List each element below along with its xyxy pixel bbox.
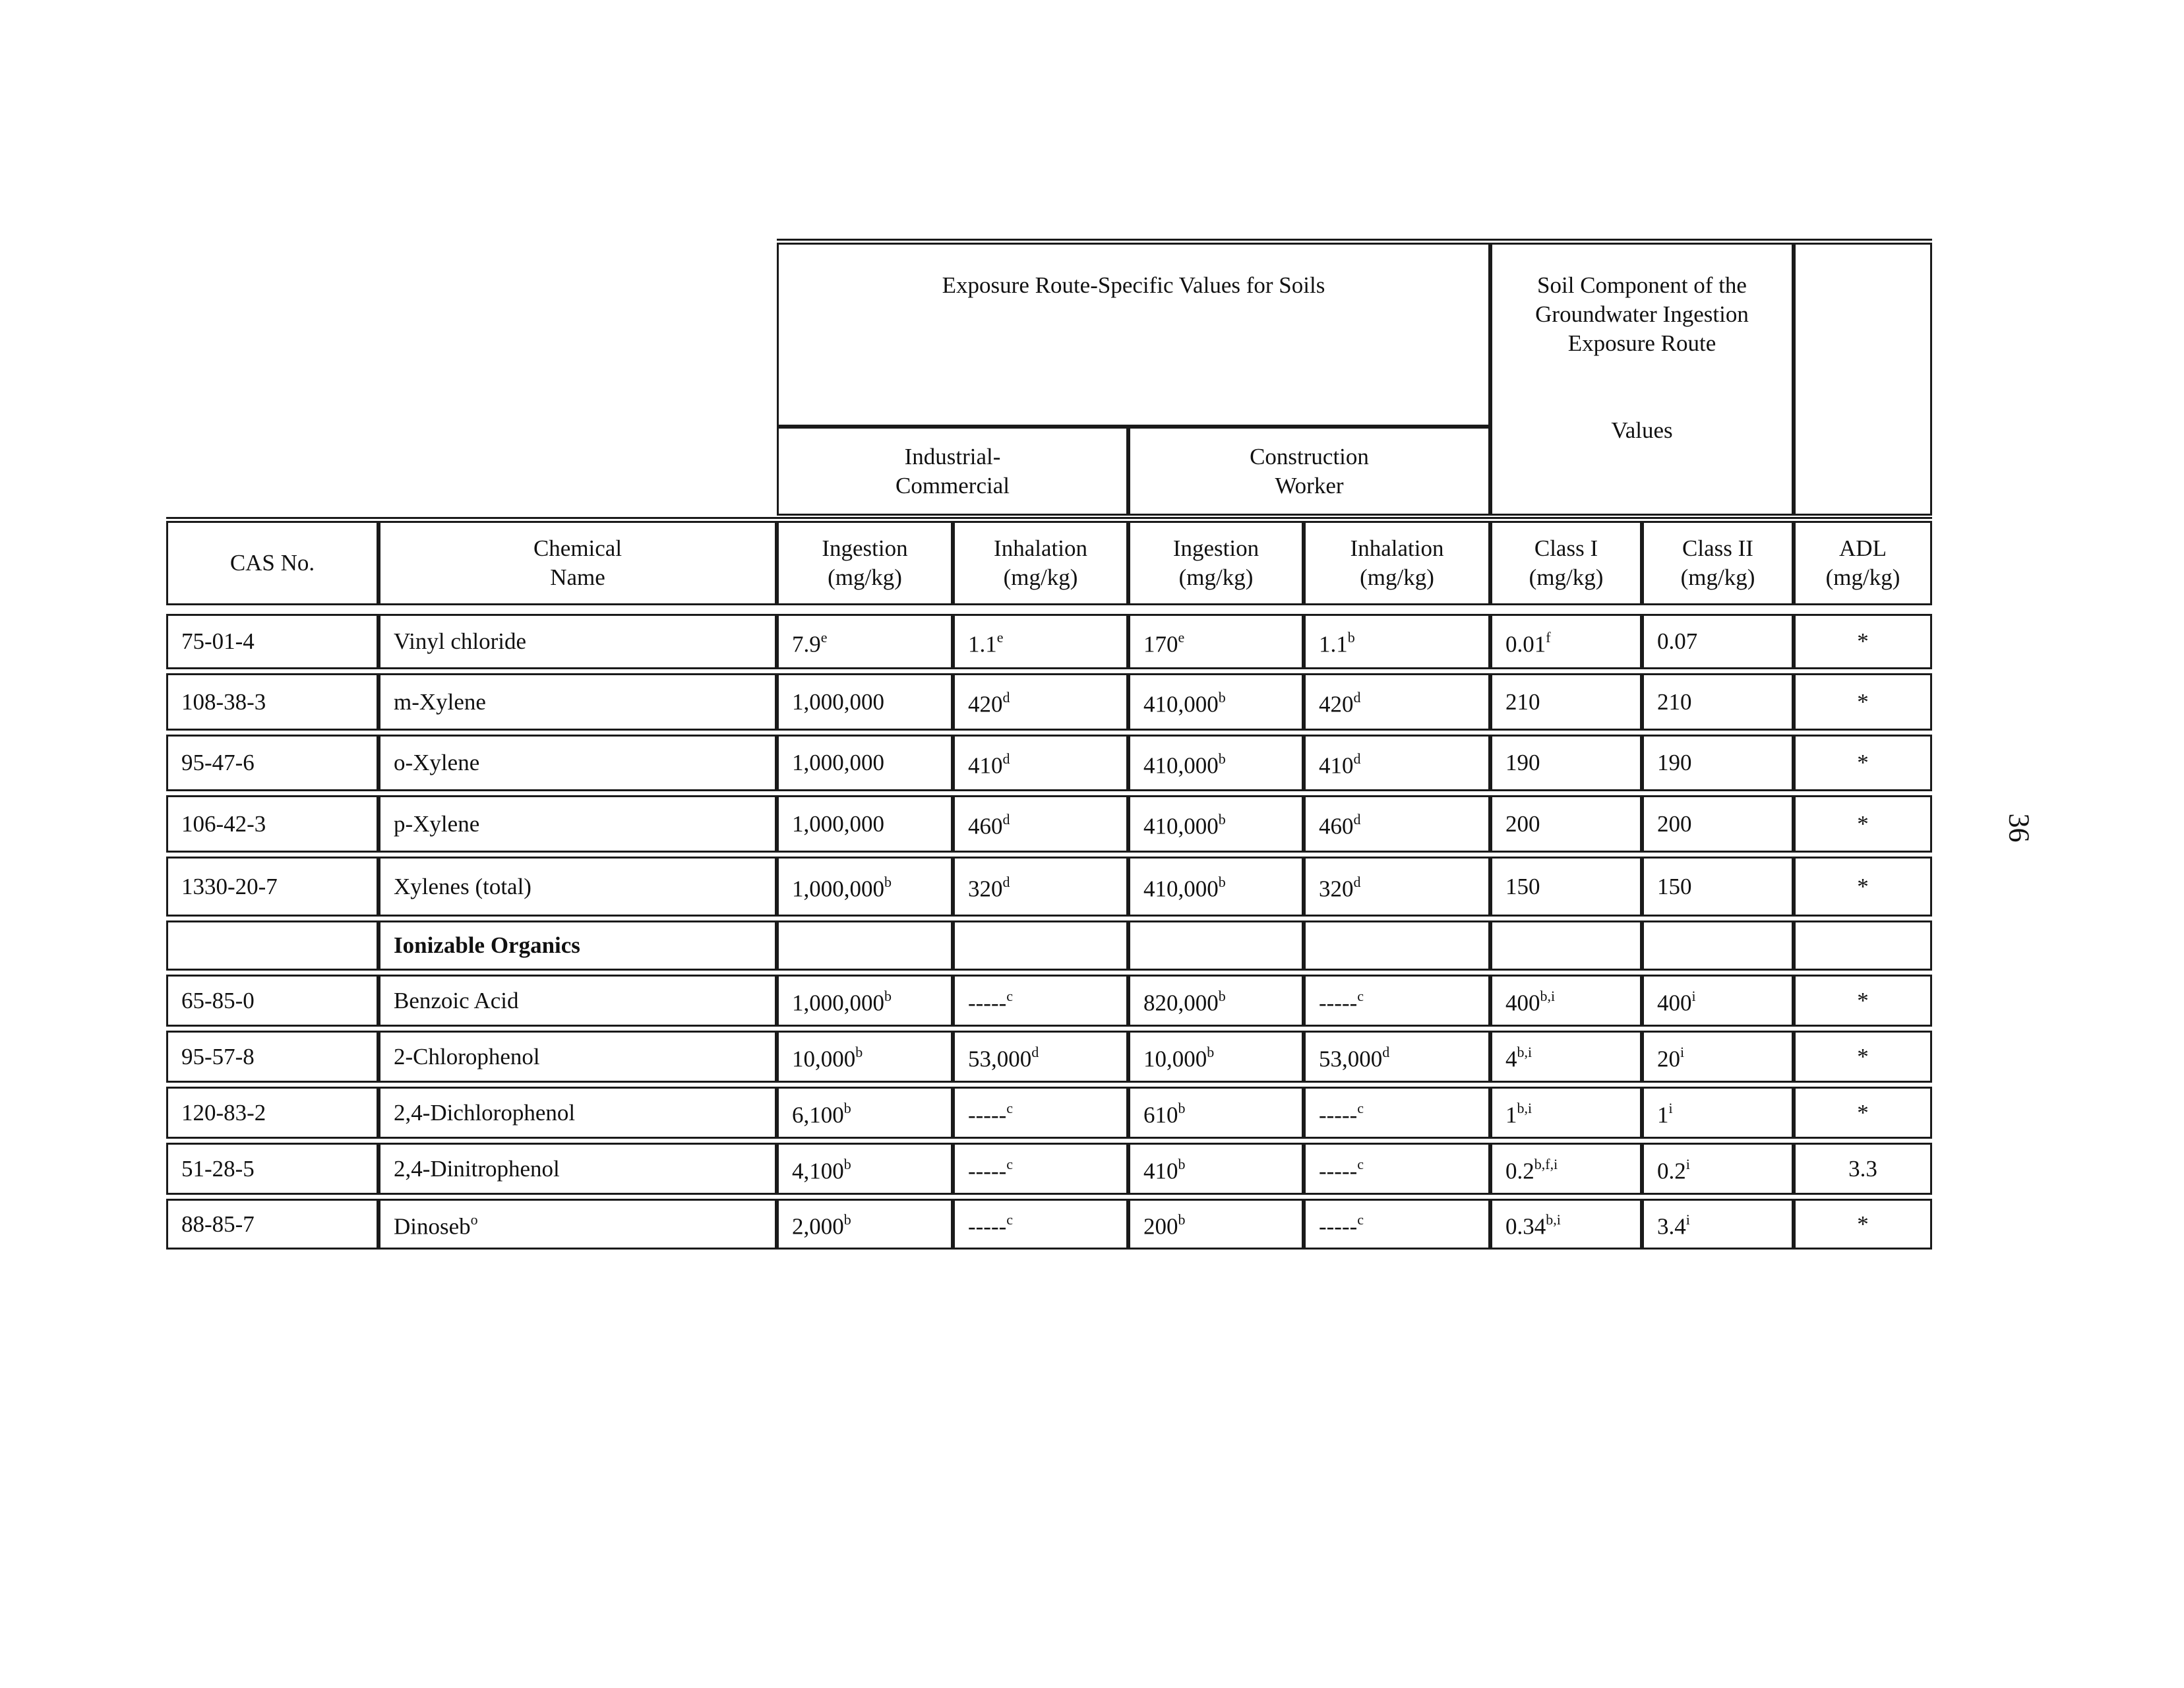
table-cell: 410,000$^b$ — [1128, 857, 1304, 917]
cas-no-header: CAS No. — [166, 521, 379, 605]
table-cell: 2,4-Dinitrophenol — [379, 1143, 777, 1195]
table-cell: 410$^d$ — [953, 735, 1128, 791]
table-cell: 6,100$^b$ — [777, 1087, 953, 1139]
table-cell: 2,4-Dichlorophenol — [379, 1087, 777, 1139]
table-cell: 400$^{b,i}$ — [1490, 975, 1642, 1027]
table-cell — [1794, 920, 1932, 971]
table-cell: 51-28-5 — [166, 1143, 379, 1195]
table-cell: o-Xylene — [379, 735, 777, 791]
table-cell — [1490, 920, 1642, 971]
table-cell: -----$^c$ — [953, 1199, 1128, 1250]
industrial-commercial-header: Industrial- Commercial — [777, 427, 1128, 516]
table-cell — [1642, 920, 1794, 971]
table-cell: -----$^c$ — [953, 1143, 1128, 1195]
table-cell: 88-85-7 — [166, 1199, 379, 1250]
table-cell: 610$^b$ — [1128, 1087, 1304, 1139]
table-cell: p-Xylene — [379, 795, 777, 853]
table-cell: 460$^d$ — [953, 795, 1128, 853]
table-cell: 108-38-3 — [166, 673, 379, 731]
table-cell: 1,000,000$^b$ — [777, 857, 953, 917]
table-cell — [953, 920, 1128, 971]
table-cell: 210 — [1490, 673, 1642, 731]
table-cell: 410$^d$ — [1304, 735, 1490, 791]
table-cell: 200 — [1490, 795, 1642, 853]
chemical-name-header: Chemical Name — [379, 521, 777, 605]
table-cell: 120-83-2 — [166, 1087, 379, 1139]
table-cell: 170e — [1128, 614, 1304, 669]
section-heading-ionizable-organics: Ionizable Organics — [379, 920, 777, 971]
table-cell: 410,000$^b$ — [1128, 735, 1304, 791]
table-cell: 1.1e — [953, 614, 1128, 669]
table-cell — [1304, 920, 1490, 971]
table-cell: Benzoic Acid — [379, 975, 777, 1027]
table-cell: 3.4$^i$ — [1642, 1199, 1794, 1250]
table-cell: 2,000$^b$ — [777, 1199, 953, 1250]
table-cell: 2-Chlorophenol — [379, 1031, 777, 1083]
table-cell: 410,000$^b$ — [1128, 795, 1304, 853]
table-cell: -----$^c$ — [1304, 1199, 1490, 1250]
table-cell: * — [1794, 1199, 1932, 1250]
table-cell: 10,000$^b$ — [777, 1031, 953, 1083]
table-cell: * — [1794, 735, 1932, 791]
table-cell: 200 — [1642, 795, 1794, 853]
table-cell: 3.3 — [1794, 1143, 1932, 1195]
table-cell: 150 — [1642, 857, 1794, 917]
table-cell: 150 — [1490, 857, 1642, 917]
class-ii-header: Class II (mg/kg) — [1642, 521, 1794, 605]
table-cell: 0.2$^{b,f,i}$ — [1490, 1143, 1642, 1195]
table-cell: 410$^b$ — [1128, 1143, 1304, 1195]
ic-ingestion-header: Ingestion (mg/kg) — [777, 521, 953, 605]
table-cell: * — [1794, 795, 1932, 853]
table-cell: 95-47-6 — [166, 735, 379, 791]
table-cell: Dinoseb$^o$ — [379, 1199, 777, 1250]
table-cell: m-Xylene — [379, 673, 777, 731]
table-cell: Vinyl chloride — [379, 614, 777, 669]
table-cell: * — [1794, 1087, 1932, 1139]
groundwater-header — [1490, 243, 1794, 516]
table-cell: -----$^c$ — [1304, 975, 1490, 1027]
table-cell: * — [1794, 975, 1932, 1027]
table-cell: 320$^d$ — [953, 857, 1128, 917]
cw-ingestion-header: Ingestion (mg/kg) — [1128, 521, 1304, 605]
header-double-rule — [777, 239, 1932, 241]
table-cell: 75-01-4 — [166, 614, 379, 669]
table-cell: 1$^i$ — [1642, 1087, 1794, 1139]
exposure-route-header: Exposure Route-Specific Values for Soils — [777, 243, 1490, 427]
table-cell: -----$^c$ — [1304, 1087, 1490, 1139]
table-cell: 460$^d$ — [1304, 795, 1490, 853]
table-cell: 320$^d$ — [1304, 857, 1490, 917]
adl-header: ADL (mg/kg) — [1794, 521, 1932, 605]
table-cell — [166, 920, 379, 971]
table-cell: 1,000,000 — [777, 795, 953, 853]
table-cell: -----$^c$ — [1304, 1143, 1490, 1195]
table-cell: -----$^c$ — [953, 975, 1128, 1027]
table-cell: 53,000$^d$ — [953, 1031, 1128, 1083]
table-cell: 1.1$^b$ — [1304, 614, 1490, 669]
table-cell: 7.9e — [777, 614, 953, 669]
table-cell: 0.01$^f$ — [1490, 614, 1642, 669]
table-cell: * — [1794, 1031, 1932, 1083]
ic-inhalation-header: Inhalation (mg/kg) — [953, 521, 1128, 605]
table-cell: 420$^d$ — [1304, 673, 1490, 731]
table-cell: 420$^d$ — [953, 673, 1128, 731]
table-cell: 95-57-8 — [166, 1031, 379, 1083]
table-cell: * — [1794, 614, 1932, 669]
table-cell: 190 — [1642, 735, 1794, 791]
cw-inhalation-header: Inhalation (mg/kg) — [1304, 521, 1490, 605]
table-cell: 1,000,000$^b$ — [777, 975, 953, 1027]
table-cell: 190 — [1490, 735, 1642, 791]
table-cell: 410,000$^b$ — [1128, 673, 1304, 731]
column-header-double-rule — [166, 517, 1932, 519]
table-cell: 0.34$^{b,i}$ — [1490, 1199, 1642, 1250]
table-cell: 400$^i$ — [1642, 975, 1794, 1027]
groundwater-values-label: Values — [1611, 417, 1673, 443]
table-cell: 10,000$^b$ — [1128, 1031, 1304, 1083]
adl-group-header-blank — [1794, 243, 1932, 516]
table-cell: 1,000,000 — [777, 735, 953, 791]
table-cell: -----$^c$ — [953, 1087, 1128, 1139]
table-cell: 0.2$^i$ — [1642, 1143, 1794, 1195]
construction-worker-header: Construction Worker — [1128, 427, 1490, 516]
table-cell: Xylenes (total) — [379, 857, 777, 917]
table-cell: 1330-20-7 — [166, 857, 379, 917]
table-cell: * — [1794, 673, 1932, 731]
table-cell: 820,000$^b$ — [1128, 975, 1304, 1027]
table-cell: * — [1794, 857, 1932, 917]
table-cell — [777, 920, 953, 971]
table-cell: 1$^{b,i}$ — [1490, 1087, 1642, 1139]
table-cell: 200$^b$ — [1128, 1199, 1304, 1250]
table-cell: 1,000,000 — [777, 673, 953, 731]
table-cell: 20$^i$ — [1642, 1031, 1794, 1083]
table-cell: 106-42-3 — [166, 795, 379, 853]
table-cell: 210 — [1642, 673, 1794, 731]
table-cell: 65-85-0 — [166, 975, 379, 1027]
page-number: 36 — [2003, 813, 2036, 843]
table-cell: 53,000$^d$ — [1304, 1031, 1490, 1083]
table-cell — [1128, 920, 1304, 971]
class-i-header: Class I (mg/kg) — [1490, 521, 1642, 605]
table-cell: 4,100$^b$ — [777, 1143, 953, 1195]
groundwater-title: Soil Component of the Groundwater Ingestion Exposure Route — [1535, 272, 1749, 356]
table-cell: 4$^{b,i}$ — [1490, 1031, 1642, 1083]
table-cell: 0.07 — [1642, 614, 1794, 669]
